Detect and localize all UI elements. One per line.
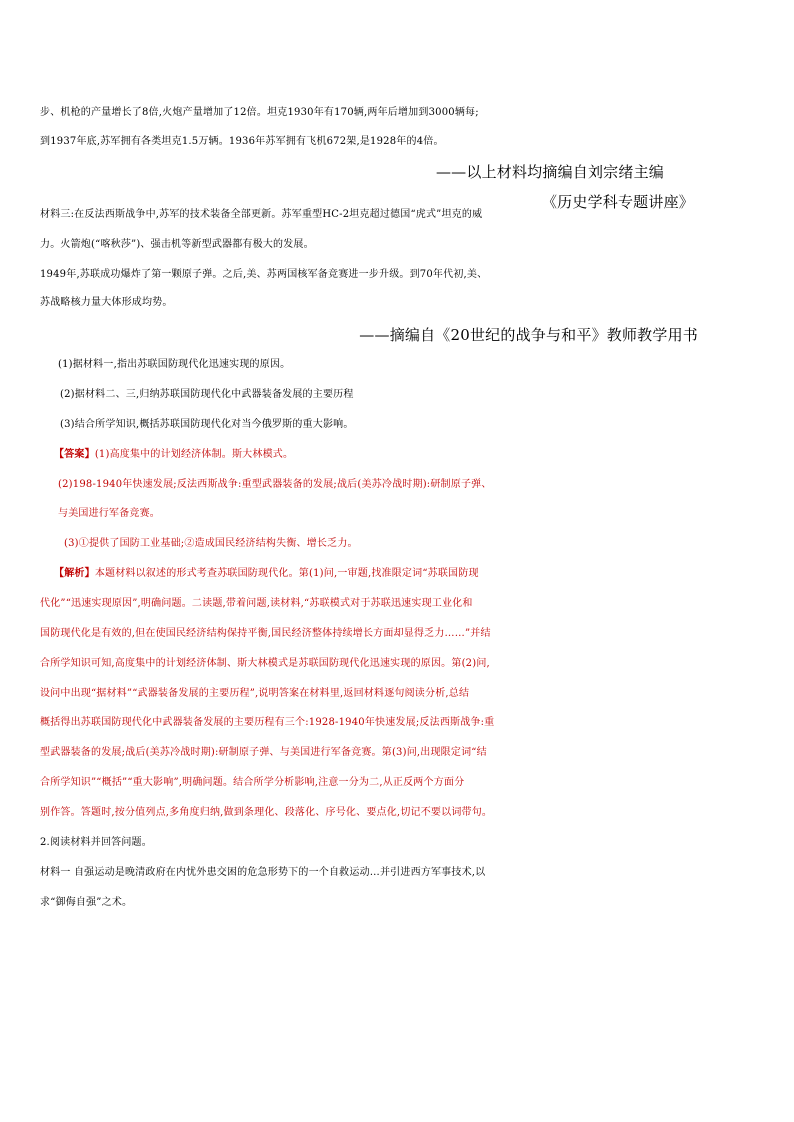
analysis-line-6: 概括得出苏联国防现代化中武器装备发展的主要历程有三个:1928-1940年快速发展;反法西斯战争:重 <box>40 717 495 728</box>
analysis-line-2: 代化”“迅速实现原因”,明确问题。二读题,带着问题,读材料,“苏联模式对于苏联迅速实现工业化和 <box>40 598 473 609</box>
analysis-line-7: 型武器装备的发展;战后(美苏冷战时期):研制原子弹、与美国进行军备竞赛。第(3)问,出现限定词“结 <box>40 747 487 758</box>
material-three-line-2: 力。火箭炮(“喀秋莎”)、强击机等新型武器都有极大的发展。 <box>40 239 314 250</box>
analysis-label: 【解析】 <box>54 568 95 579</box>
answer-line-2: (2)198-1940年快速发展;反法西斯战争:重型武器装备的发展;战后(美苏冷战时期):研制原子弹、 <box>58 479 492 490</box>
question-2: (2)据材料二、三,归纳苏联国防现代化中武器装备发展的主要历程 <box>60 389 354 400</box>
text-line-2: 到1937年底,苏军拥有各类坦克1.5万辆。1936年苏军拥有飞机672架,是1928年的4倍。 <box>40 136 444 147</box>
question-3: (3)结合所学知识,概括苏联国防现代化对当今俄罗斯的重大影响。 <box>60 419 354 430</box>
analysis-line-1 <box>54 563 794 585</box>
analysis-line-4: 合所学知识可知,高度集中的计划经济体制、斯大林模式是苏联国防现代化迅速实现的原因。第(2)问, <box>40 658 490 669</box>
analysis-line-5: 设问中出现“据材料”“武器装备发展的主要历程”,说明答案在材料里,返回材料逐句阅读分析,总结 <box>40 688 470 699</box>
source-citation-3: ——摘编自《20世纪的战争与和平》教师教学用书 <box>359 326 698 344</box>
analysis-line-9: 别作答。答题时,按分值列点,多角度归纳,做到条理化、段落化、序号化、要点化,切记不要以词带句。 <box>40 807 493 818</box>
analysis-text-1: 本题材料以叙述的形式考查苏联国防现代化。第(1)问,一审题,找准限定词“苏联国防现 <box>94 568 479 579</box>
text-line-1949: 1949年,苏联成功爆炸了第一颗原子弹。之后,美、苏两国核军备竞赛进一步升级。到70年代初,美、 <box>40 269 488 280</box>
answer-line-2b: 与美国进行军备竞赛。 <box>58 508 160 519</box>
analysis-line-8: 合所学知识”“概括”“重大影响”,明确问题。结合所学分析影响,注意一分为二,从正反两个方面分 <box>40 777 465 788</box>
source-citation-2: 《历史学科专题讲座》 <box>541 193 694 211</box>
material-one-line-1: 材料一 自强运动是晚清政府在内忧外患交困的危急形势下的一个自救运动…并引进西方军事技术,以 <box>40 867 486 878</box>
analysis-line-3: 国防现代化是有效的,但在使国民经济结构保持平衡,国民经济整体持续增长方面却显得乏力……”并结 <box>40 628 491 639</box>
answer-line-3: (3)①提供了国防工业基础;②造成国民经济结构失衡、增长乏力。 <box>64 538 358 549</box>
answer-line-1 <box>54 444 794 466</box>
text-line-1: 步、机枪的产量增长了8倍,火炮产量增加了12倍。坦克1930年有170辆,两年后增加到3000辆每; <box>40 107 479 118</box>
answer-text-1: (1)高度集中的计划经济体制。斯大林模式。 <box>94 449 294 460</box>
material-one-line-2: 求“御侮自强”之术。 <box>40 897 133 908</box>
answer-label: 【答案】 <box>54 449 95 460</box>
text-line-balance: 苏战略核力量大体形成均势。 <box>40 297 173 308</box>
question-2-heading: 2.阅读材料并回答问题。 <box>40 837 152 848</box>
material-three-line-1: 材料三:在反法西斯战争中,苏军的技术装备全部更新。苏军重型HC-2坦克超过德国“虎式”坦克的威 <box>40 209 483 220</box>
source-citation-1: ——以上材料均摘编自刘宗绪主编 <box>435 163 664 181</box>
question-1: (1)据材料一,指出苏联国防现代化迅速实现的原因。 <box>58 359 291 370</box>
